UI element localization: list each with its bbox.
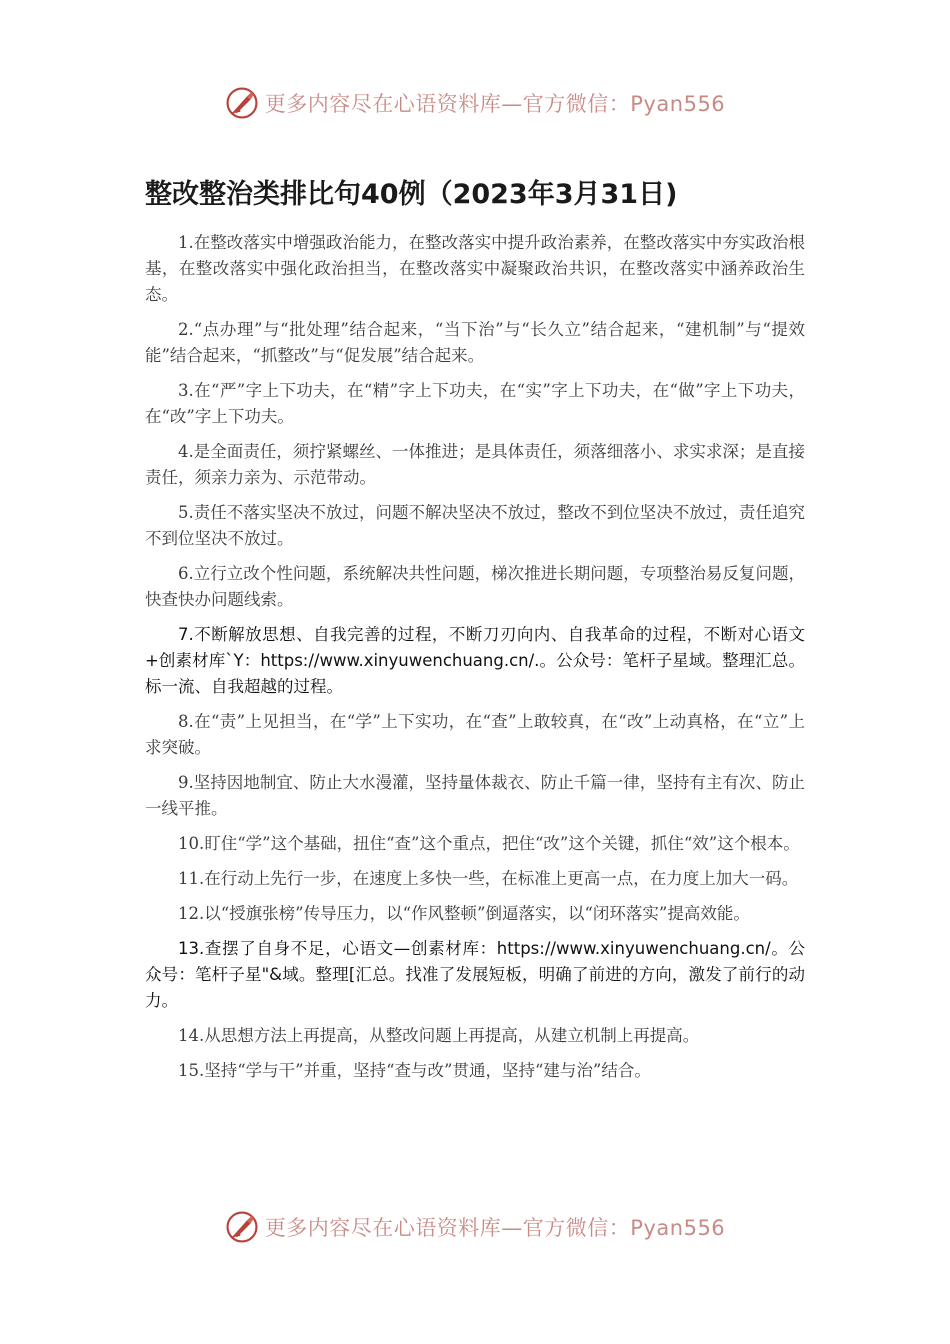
pen-logo-icon xyxy=(225,1210,259,1244)
paragraph-10: 10.盯住“学”这个基础，扭住“查”这个重点，把住“改”这个关键，抓住“效”这个根本。 xyxy=(178,834,800,853)
paragraph-7: 7.不断解放思想、自我完善的过程，不断刀刃向内、自我革命的过程，不断对心语文+创素材库`Y：https://www.xinyuwenchuang.cn/.。公众号：笔杆子星域。整理汇总。标一流、自我超越的过程。 xyxy=(145,625,805,696)
pen-logo-icon xyxy=(225,86,259,120)
paragraph-6: 6.立行立改个性问题，系统解决共性问题，梯次推进长期问题，专项整治易反复问题，快查快办问题线索。 xyxy=(145,564,805,609)
paragraph-5: 5.责任不落实坚决不放过，问题不解决坚决不放过，整改不到位坚决不放过，责任追究不到位坚决不放过。 xyxy=(145,503,805,548)
paragraph-4: 4.是全面责任，须拧紧螺丝、一体推进；是具体责任，须落细落小、求实求深；是直接责任，须亲力亲为、示范带动。 xyxy=(145,442,805,487)
document-body xyxy=(145,230,805,1093)
document-title: 整改整治类排比句40例（2023年3月31日) xyxy=(145,179,678,210)
paragraph-8: 8.在“责”上见担当，在“学”上下实功，在“查”上敢较真，在“改”上动真格，在“立”上求突破。 xyxy=(145,712,805,757)
paragraph-9: 9.坚持因地制宜、防止大水漫灌，坚持量体裁衣、防止千篇一律，坚持有主有次、防止一线平推。 xyxy=(145,773,805,818)
paragraph-14: 14.从思想方法上再提高，从整改问题上再提高，从建立机制上再提高。 xyxy=(178,1026,700,1045)
footer-banner xyxy=(0,1202,950,1252)
paragraph-3: 3.在“严”字上下功夫，在“精”字上下功夫，在“实”字上下功夫，在“做”字上下功夫，在“改”字上下功夫。 xyxy=(145,381,805,426)
paragraph-1: 1.在整改落实中增强政治能力，在整改落实中提升政治素养，在整改落实中夯实政治根基，在整改落实中强化政治担当，在整改落实中凝聚政治共识，在整改落实中涵养政治生态。 xyxy=(145,233,805,304)
banner-text: 更多内容尽在心语资料库—官方微信：Pyan556 xyxy=(264,1216,726,1240)
paragraph-2: 2.“点办理”与“批处理”结合起来，“当下治”与“长久立”结合起来，“建机制”与“提效能”结合起来，“抓整改”与“促发展”结合起来。 xyxy=(145,320,805,365)
banner-text: 更多内容尽在心语资料库—官方微信：Pyan556 xyxy=(264,92,726,116)
paragraph-15: 15.坚持“学与干”并重，坚持“查与改”贯通，坚持“建与治”结合。 xyxy=(178,1061,651,1080)
header-banner xyxy=(0,78,950,128)
paragraph-11: 11.在行动上先行一步，在速度上多快一些，在标准上更高一点，在力度上加大一码。 xyxy=(178,869,799,888)
paragraph-13: 13.查摆了自身不足，心语文—创素材库：https://www.xinyuwenchuang.cn/。公众号：笔杆子星"&域。整理[汇总。找准了发展短板，明确了前进的方向，激发了前行的动力。 xyxy=(145,939,805,1010)
paragraph-12: 12.以“授旗张榜”传导压力，以“作风整顿”倒逼落实，以“闭环落实”提高效能。 xyxy=(178,904,750,923)
